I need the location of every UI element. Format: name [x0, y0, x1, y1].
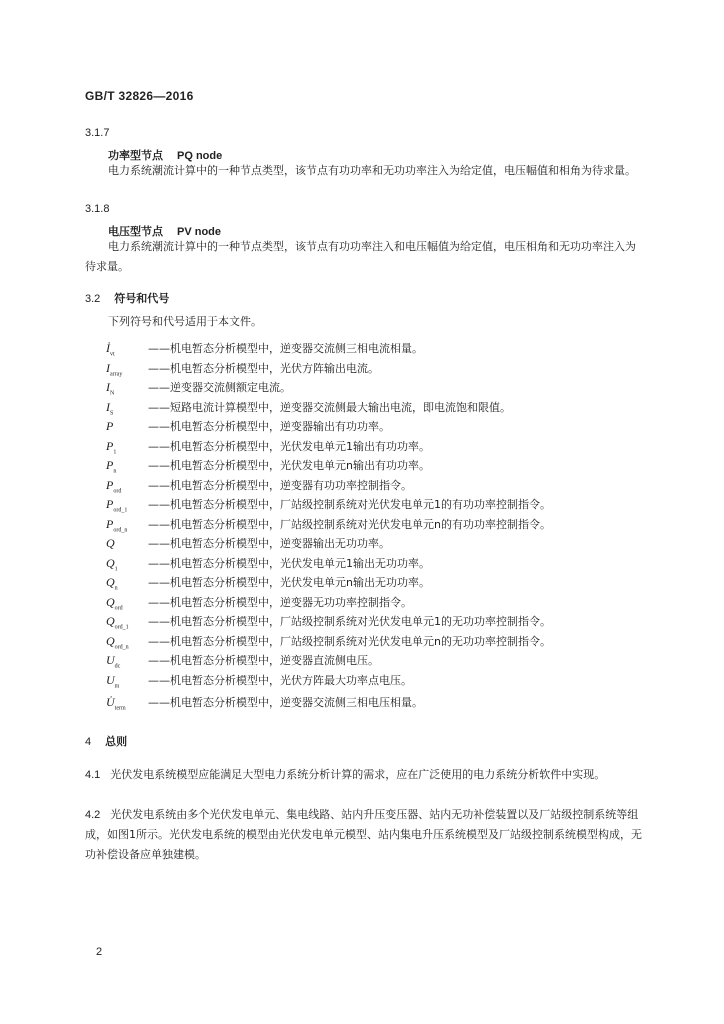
symbol: $P_n$: [106, 458, 117, 475]
symbol: $U_m$: [106, 673, 120, 690]
section-intro: 下列符号和代号适用于本文件。: [108, 315, 262, 328]
symbol-desc: ——机电暂态分析模型中，光伏方阵最大功率点电压。: [148, 674, 412, 687]
symbol-row: [106, 516, 551, 534]
term-zh: 电压型节点: [108, 225, 163, 238]
symbol-row: [106, 438, 430, 456]
symbol-desc: ——机电暂态分析模型中，光伏发电单元1输出有功功率。: [148, 440, 430, 453]
symbol-desc: ——机电暂态分析模型中，逆变器输出有功功率。: [148, 420, 390, 433]
symbol-row: [106, 672, 412, 690]
symbol-desc: ——机电暂态分析模型中，光伏发电单元1输出无功功率。: [148, 557, 430, 570]
symbol-row: [106, 652, 379, 670]
symbol-desc: ——短路电流计算模型中，逆变器交流侧最大输出电流，即电流饱和限值。: [148, 401, 511, 414]
term-en: PV node: [177, 226, 222, 238]
symbol-row: [106, 535, 390, 553]
symbol: $P_{ord}$: [106, 478, 122, 495]
symbol-row: [106, 418, 390, 436]
symbol: Q: [106, 536, 115, 550]
symbol-desc: ——机电暂态分析模型中，光伏发电单元n输出无功功率。: [148, 576, 430, 589]
paragraph-number: 4.1: [85, 769, 101, 781]
symbol: $Q_{ord\_1}$: [106, 614, 129, 631]
symbol: $I_N$: [106, 380, 115, 397]
term-definition: 电力系统潮流计算中的一种节点类型，该节点有功功率和无功功率注入为给定值，电压幅值和相角为待求量。: [108, 164, 636, 177]
symbol: $P_{ord\_n}$: [106, 517, 128, 534]
symbol: $Q_{ord}$: [106, 595, 123, 612]
symbol-desc: ——机电暂态分析模型中，光伏方阵输出电流。: [148, 362, 379, 375]
symbol-row: [106, 574, 430, 592]
symbol: $İ_{vt}$: [106, 341, 115, 358]
symbol: $I_{array}$: [106, 361, 123, 378]
section-heading: 3.2 符号和代号: [85, 292, 170, 305]
paragraph-4-2: 4.2 光伏发电系统由多个光伏发电单元、集电线路、站内升压变压器、站内无功补偿装置以及厂站级控制系统等组成，如图1所示。光伏发电系统的模型由光伏发电单元模型、站内集电升压系统模型及厂站级控制系统模型构成，无功补偿设备应单独建模。: [85, 808, 642, 861]
symbol: $Q_{ord\_n}$: [106, 634, 129, 651]
symbol: $Q_n$: [106, 575, 118, 592]
symbol-row: [106, 633, 551, 651]
symbol-desc: ——机电暂态分析模型中，逆变器直流侧电压。: [148, 654, 379, 667]
paragraph-number: 4.2: [85, 809, 101, 821]
symbol-row: [106, 360, 379, 378]
symbol-row: [106, 694, 423, 712]
page-number: 2: [96, 946, 103, 958]
symbol: $P_1$: [106, 439, 117, 456]
section-heading: 4 总则: [85, 735, 128, 748]
symbol-row: [106, 477, 412, 495]
standard-number: GB/T 32826—2016: [85, 89, 194, 103]
symbol-desc: ——机电暂态分析模型中，逆变器交流侧三相电压相量。: [148, 696, 423, 709]
symbol: $I_S$: [106, 400, 114, 417]
symbol-row: [106, 340, 423, 358]
symbol-desc: ——机电暂态分析模型中，厂站级控制系统对光伏发电单元n的有功功率控制指令。: [148, 518, 551, 531]
symbol: $U̇_{term}$: [106, 695, 126, 712]
symbol-desc: ——机电暂态分析模型中，厂站级控制系统对光伏发电单元1的有功功率控制指令。: [148, 498, 551, 511]
symbol-row: [106, 379, 291, 397]
term-zh: 功率型节点: [108, 149, 163, 162]
term-en: PQ node: [177, 150, 223, 162]
clause-number: 3.1.8: [85, 203, 110, 215]
symbol-row: [106, 496, 551, 514]
symbol-desc: ——机电暂态分析模型中，逆变器输出无功功率。: [148, 537, 390, 550]
symbol-desc: ——逆变器交流侧额定电流。: [148, 381, 291, 394]
symbol-desc: ——机电暂态分析模型中，厂站级控制系统对光伏发电单元1的无功功率控制指令。: [148, 615, 551, 628]
symbol-desc: ——机电暂态分析模型中，厂站级控制系统对光伏发电单元n的无功功率控制指令。: [148, 635, 551, 648]
symbol-row: [106, 613, 551, 631]
symbol-desc: ——机电暂态分析模型中，光伏发电单元n输出有功功率。: [148, 459, 430, 472]
symbol-row: [106, 555, 430, 573]
symbol-row: [106, 457, 430, 475]
symbol: P: [106, 419, 114, 433]
symbol-row: [106, 594, 412, 612]
paragraph-4-1: 4.1 光伏发电系统模型应能满足大型电力系统分析计算的需求，应在广泛使用的电力系统分析软件中实现。: [85, 768, 606, 781]
clause-number: 3.1.7: [85, 127, 110, 139]
symbol-desc: ——机电暂态分析模型中，逆变器交流侧三相电流相量。: [148, 342, 423, 355]
symbol-desc: ——机电暂态分析模型中，逆变器有功功率控制指令。: [148, 479, 412, 492]
symbol: $P_{ord\_1}$: [106, 497, 128, 514]
symbol: $Q_1$: [106, 556, 118, 573]
symbol: $U_{dc}$: [106, 653, 121, 670]
term-definition: 电力系统潮流计算中的一种节点类型，该节点有功功率注入和电压幅值为给定值，电压相角和无功功率注入为待求量。: [85, 240, 636, 273]
symbol-row: [106, 399, 511, 417]
symbol-desc: ——机电暂态分析模型中，逆变器无功功率控制指令。: [148, 596, 412, 609]
